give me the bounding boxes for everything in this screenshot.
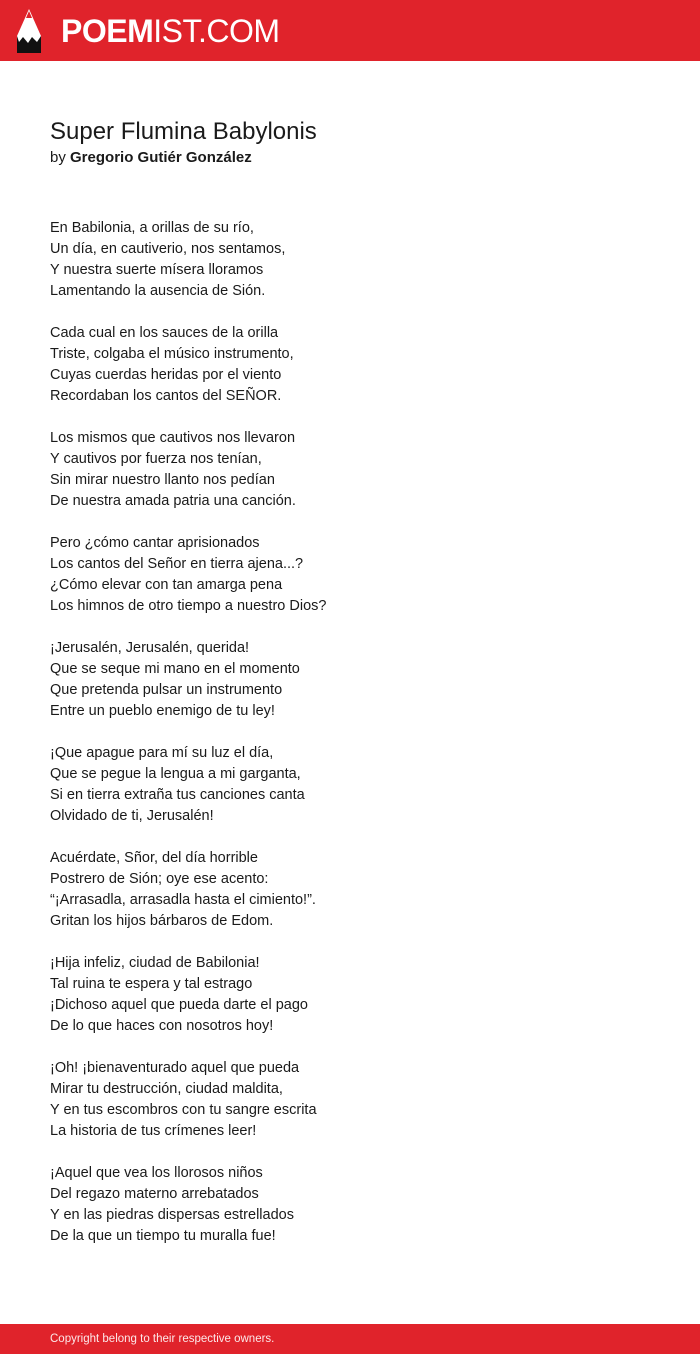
- poem-line: Del regazo materno arrebatados: [50, 1186, 259, 1202]
- poem-line: Mirar tu destrucción, ciudad maldita,: [50, 1081, 283, 1097]
- poem-line: ¡Dichoso aquel que pueda darte el pago: [50, 997, 308, 1013]
- poem-line: Y en tus escombros con tu sangre escrita: [50, 1102, 317, 1118]
- poem-line: En Babilonia, a orillas de su río,: [50, 220, 254, 236]
- poem-line: Lamentando la ausencia de Sión.: [50, 283, 266, 299]
- author-link[interactable]: Gregorio Gutiér González: [70, 149, 252, 166]
- poem-line: ¡Que apague para mí su luz el día,: [50, 745, 274, 761]
- poem-line: “¡Arrasadla, arrasadla hasta el cimiento!”.: [50, 892, 316, 908]
- poem-line: Y nuestra suerte mísera lloramos: [50, 262, 264, 278]
- brand-name: [61, 15, 280, 47]
- stanza: [50, 428, 670, 512]
- poem-line: Que se seque mi mano en el momento: [50, 661, 300, 677]
- poem-line: La historia de tus crímenes leer!: [50, 1123, 257, 1139]
- poem-line: ¡Jerusalén, Jerusalén, querida!: [50, 640, 250, 656]
- poem-line: Acuérdate, Sñor, del día horrible: [50, 850, 258, 866]
- stanza: [50, 323, 670, 407]
- poem-line: De nuestra amada patria una canción.: [50, 493, 296, 509]
- poem-header: [50, 116, 670, 169]
- poem-body: [50, 218, 670, 1268]
- stanza: [50, 953, 670, 1037]
- poem-line: Y cautivos por fuerza nos tenían,: [50, 451, 262, 467]
- poem-line: Recordaban los cantos del SEÑOR.: [50, 388, 282, 404]
- poem-line: Los cantos del Señor en tierra ajena...?: [50, 556, 304, 572]
- poem-line: Cada cual en los sauces de la orilla: [50, 325, 279, 341]
- poem-line: Olvidado de ti, Jerusalén!: [50, 808, 214, 824]
- stanza: [50, 1163, 670, 1247]
- poem-line: ¡Oh! ¡bienaventurado aquel que pueda: [50, 1060, 300, 1076]
- poem-line: Gritan los hijos bárbaros de Edom.: [50, 913, 274, 929]
- stanza: [50, 218, 670, 302]
- site-logo-link[interactable]: [17, 8, 280, 54]
- poem-line: Cuyas cuerdas heridas por el viento: [50, 367, 282, 383]
- poem-line: Postrero de Sión; oye ese acento:: [50, 871, 269, 887]
- poem-line: Tal ruina te espera y tal estrago: [50, 976, 253, 992]
- poem-line: ¿Cómo elevar con tan amarga pena: [50, 577, 283, 593]
- poem-line: Pero ¿cómo cantar aprisionados: [50, 535, 260, 551]
- brand-name-bold: POEM: [61, 13, 154, 49]
- poem-line: De la que un tiempo tu muralla fue!: [50, 1228, 276, 1244]
- stanza: [50, 533, 670, 617]
- pencil-tip-icon: [17, 9, 41, 53]
- stanza: [50, 848, 670, 932]
- poem-line: Un día, en cautiverio, nos sentamos,: [50, 241, 286, 257]
- poem-line: Si en tierra extraña tus canciones canta: [50, 787, 305, 803]
- poem-line: Sin mirar nuestro llanto nos pedían: [50, 472, 275, 488]
- site-footer: [0, 1324, 700, 1354]
- by-label: by: [50, 149, 66, 166]
- byline: [50, 147, 670, 169]
- poem-line: Los mismos que cautivos nos llevaron: [50, 430, 296, 446]
- copyright-text: Copyright belong to their respective owners.: [50, 1333, 275, 1345]
- poem-line: Los himnos de otro tiempo a nuestro Dios?: [50, 598, 327, 614]
- poem-line: ¡Hija infeliz, ciudad de Babilonia!: [50, 955, 260, 971]
- brand-name-light: IST.COM: [153, 13, 280, 49]
- poem-line: Que pretenda pulsar un instrumento: [50, 682, 283, 698]
- poem-title: Super Flumina Babylonis: [50, 118, 317, 145]
- site-header: [0, 0, 700, 61]
- stanza: [50, 743, 670, 827]
- poem-line: Triste, colgaba el músico instrumento,: [50, 346, 294, 362]
- poem-line: ¡Aquel que vea los llorosos niños: [50, 1165, 263, 1181]
- poem-line: De lo que haces con nosotros hoy!: [50, 1018, 274, 1034]
- stanza: [50, 638, 670, 722]
- poem-line: Y en las piedras dispersas estrellados: [50, 1207, 294, 1223]
- poem-line: Que se pegue la lengua a mi garganta,: [50, 766, 301, 782]
- poem-line: Entre un pueblo enemigo de tu ley!: [50, 703, 275, 719]
- stanza: [50, 1058, 670, 1142]
